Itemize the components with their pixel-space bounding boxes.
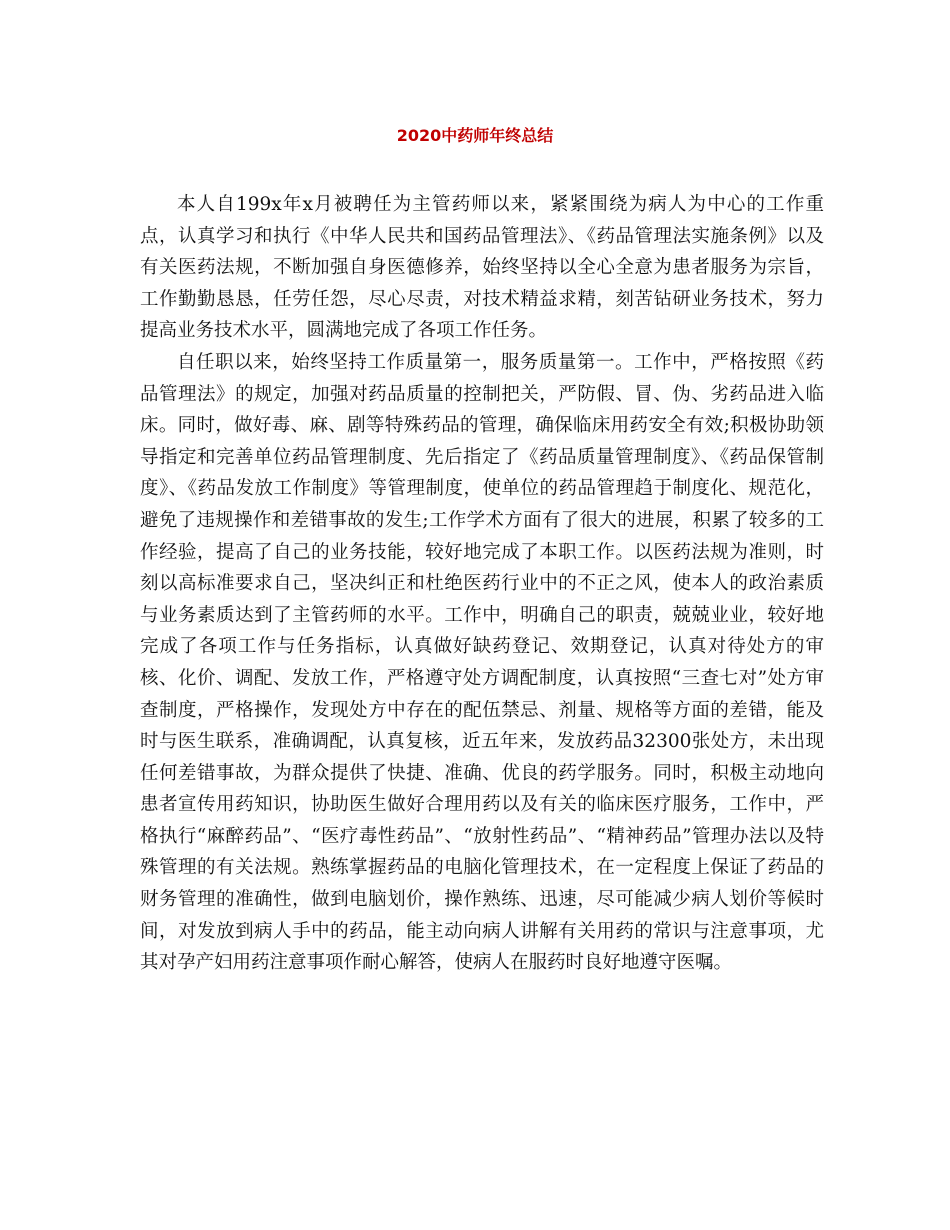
paragraph-1: 本人自199x年x月被聘任为主管药师以来，紧紧围绕为病人为中心的工作重点，认真学习和执行《中华人民共和国药品管理法》、《药品管理法实施条例》以及有关医药法规，不断加强自身医德修养，始终坚持以全心全意为患者服务为宗旨，工作勤勤恳恳，任劳任怨，尽心尽责，对技术精益求精，刻苦钻研业务技术，努力提高业务技术水平，圆满地完成了各项工作任务。	[140, 194, 824, 342]
paragraph-2: 自任职以来，始终坚持工作质量第一，服务质量第一。工作中，严格按照《药品管理法》的规定，加强对药品质量的控制把关，严防假、冒、伪、劣药品进入临床。同时，做好毒、麻、剧等特殊药品的管理，确保临床用药安全有效;积极协助领导指定和完善单位药品管理制度、先后指定了《药品质量管理制度》、《药品保管制度》、《药品发放工作制度》等管理制度，使单位的药品管理趋于制度化、规范化，避免了违规操作和差错事故的发生;工作学术方面有了很大的进展，积累了较多的工作经验，提高了自己的业务技能，较好地完成了本职工作。以医药法规为准则，时刻以高标准要求自己，坚决纠正和杜绝医药行业中的不正之风，使本人的政治素质与业务素质达到了主管药师的水平。工作中，明确自己的职责，兢兢业业，较好地完成了各项工作与任务指标，认真做好缺药登记、效期登记，认真对待处方的审核、化价、调配、发放工作，严格遵守处方调配制度，认真按照“三查七对”处方审查制度，严格操作，发现处方中存在的配伍禁忌、剂量、规格等方面的差错，能及时与医生联系，准确调配，认真复核，近五年来，发放药品32300张处方，未出现任何差错事故，为群众提供了快捷、准确、优良的药学服务。同时，积极主动地向患者宣传用药知识，协助医生做好合理用药以及有关的临床医疗服务，工作中，严格执行“麻醉药品”、“医疗毒性药品”、“放射性药品”、“精神药品”管理办法以及特殊管理的有关法规。熟练掌握药品的电脑化管理技术，在一定程度上保证了药品的财务管理的准确性，做到电脑划价，操作熟练、迅速，尽可能减少病人划价等候时间，对发放到病人手中的药品，能主动向病人讲解有关用药的常识与注意事项，尤其对孕产妇用药注意事项作耐心解答，使病人在服药时良好地遵守医嘱。	[140, 351, 824, 974]
document-body	[140, 189, 824, 979]
document-title: 2020中药师年终总结	[396, 126, 554, 145]
